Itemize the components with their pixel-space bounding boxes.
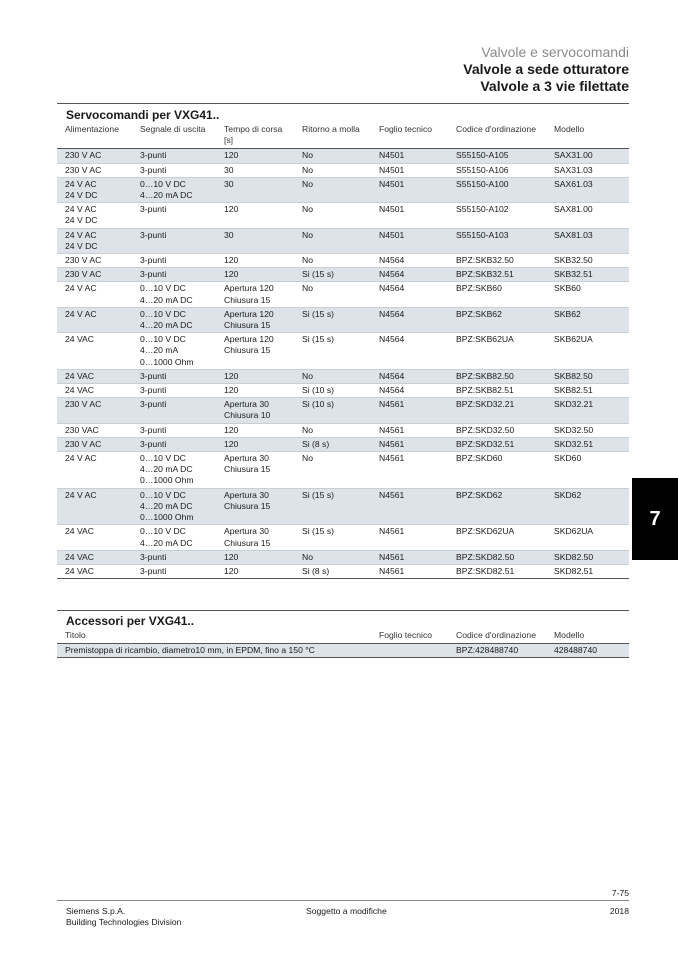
cell-model: SAX31.03 — [554, 164, 593, 175]
table-row — [57, 282, 629, 307]
cell-runtime: 30 — [224, 178, 234, 189]
cell-order-code: BPZ:SKD62UA — [456, 526, 515, 537]
cell-signal: 3-punti — [140, 551, 167, 562]
actuators-table — [57, 122, 629, 579]
header-chapter: Valvole e servocomandi — [481, 44, 629, 60]
cell-signal: 0…10 V DC 4…20 mA DC 0…1000 Ohm — [140, 489, 194, 523]
cell-order-code: BPZ:SKD60 — [456, 453, 503, 464]
cell-model: SKD32.50 — [554, 424, 594, 435]
cell-order-code: BPZ:SKD32.51 — [456, 438, 515, 449]
cell-order-code: BPZ:SKD62 — [456, 489, 503, 500]
cell-order-code: BPZ:SKD32.50 — [456, 424, 515, 435]
column-header-model: Modello — [554, 630, 585, 640]
table-row — [57, 384, 629, 398]
table-row — [57, 307, 629, 332]
cell-supply: 230 V AC — [65, 438, 102, 449]
cell-runtime: 120 — [224, 385, 239, 396]
cell-datasheet: N4564 — [379, 370, 405, 381]
cell-spring-return: Si (10 s) — [302, 399, 334, 410]
column-header-order-code: Codice d'ordinazione — [456, 124, 536, 134]
footer-company-block — [66, 906, 181, 927]
cell-signal: 3-punti — [140, 424, 167, 435]
cell-spring-return: No — [302, 164, 313, 175]
table-row — [57, 177, 629, 202]
cell-datasheet: N4564 — [379, 334, 405, 345]
cell-order-code: BPZ:SKB60 — [456, 283, 502, 294]
cell-model: SKB32.50 — [554, 255, 593, 266]
cell-runtime: 120 — [224, 424, 239, 435]
table-row — [57, 228, 629, 253]
cell-signal: 0…10 V DC 4…20 mA DC — [140, 178, 193, 201]
cell-model: SAX81.03 — [554, 229, 593, 240]
cell-model: SKD62 — [554, 489, 582, 500]
cell-supply: 24 VAC — [65, 526, 94, 537]
cell-runtime: 120 — [224, 370, 239, 381]
footer-division: Building Technologies Division — [66, 916, 182, 927]
table-row — [57, 203, 629, 228]
cell-runtime: Apertura 30 Chiusura 15 — [224, 453, 271, 475]
cell-signal: 3-punti — [140, 229, 167, 240]
cell-order-code: BPZ:SKD82.51 — [456, 565, 515, 576]
cell-datasheet: N4561 — [379, 526, 405, 537]
cell-supply: 24 V AC — [65, 283, 97, 294]
cell-order-code: BPZ:SKB82.51 — [456, 385, 514, 396]
cell-model: SKB82.51 — [554, 385, 593, 396]
cell-supply: 24 V AC — [65, 308, 97, 319]
table-row — [57, 564, 629, 578]
cell-model: SAX61.03 — [554, 178, 593, 189]
cell-runtime: 120 — [224, 551, 239, 562]
cell-model: SAX81.00 — [554, 204, 593, 215]
cell-model: SKB32.51 — [554, 269, 593, 280]
cell-model: SKD82.51 — [554, 565, 594, 576]
cell-datasheet: N4561 — [379, 438, 405, 449]
cell-supply: 230 V AC — [65, 399, 102, 410]
section2-title: Accessori per VXG41.. — [66, 614, 195, 628]
table-header-row — [57, 628, 629, 644]
cell-supply: 24 VAC — [65, 565, 94, 576]
cell-spring-return: No — [302, 551, 313, 562]
column-header-runtime: Tempo di corsa [s] — [224, 124, 283, 146]
cell-model: SKB60 — [554, 283, 581, 294]
cell-order-code: BPZ:SKB32.51 — [456, 269, 514, 280]
table-row — [57, 488, 629, 525]
cell-order-code: BPZ:SKB62UA — [456, 334, 514, 345]
cell-datasheet: N4564 — [379, 269, 405, 280]
cell-order-code: S55150-A100 — [456, 178, 509, 189]
cell-datasheet: N4561 — [379, 424, 405, 435]
cell-runtime: 120 — [224, 269, 239, 280]
cell-spring-return: No — [302, 229, 313, 240]
table-row — [57, 452, 629, 489]
header-section: Valvole a sede otturatore — [463, 61, 629, 77]
cell-order-code: BPZ:428488740 — [456, 645, 519, 656]
header-subsection: Valvole a 3 vie filettate — [480, 78, 629, 94]
cell-datasheet: N4561 — [379, 565, 405, 576]
page-number: 7-75 — [611, 888, 629, 898]
cell-signal: 0…10 V DC 4…20 mA DC — [140, 526, 193, 548]
cell-spring-return: No — [302, 178, 313, 189]
cell-supply: 24 V AC 24 V DC — [65, 178, 98, 201]
cell-order-code: BPZ:SKD82.50 — [456, 551, 515, 562]
cell-spring-return: Si (8 s) — [302, 565, 330, 576]
cell-signal: 3-punti — [140, 204, 167, 215]
cell-datasheet: N4561 — [379, 453, 405, 464]
cell-datasheet: N4564 — [379, 308, 405, 319]
cell-datasheet — [371, 644, 448, 658]
cell-runtime: 120 — [224, 565, 239, 576]
cell-signal: 3-punti — [140, 269, 167, 280]
footer-company: Siemens S.p.A. — [66, 906, 126, 916]
table-header-row — [57, 122, 629, 149]
cell-order-code: BPZ:SKB32.50 — [456, 255, 514, 266]
chapter-tab: 7 — [632, 478, 678, 560]
cell-datasheet: N4561 — [379, 399, 405, 410]
cell-supply: 24 VAC — [65, 334, 94, 345]
cell-runtime: Apertura 120 Chiusura 15 — [224, 283, 274, 305]
cell-order-code: S55150-A106 — [456, 164, 509, 175]
footer-rule — [57, 900, 629, 901]
cell-model: SKD60 — [554, 453, 582, 464]
cell-runtime: 120 — [224, 150, 239, 161]
cell-spring-return: No — [302, 255, 313, 266]
cell-model: SKD32.21 — [554, 399, 594, 410]
cell-datasheet: N4561 — [379, 489, 405, 500]
cell-runtime: 30 — [224, 229, 234, 240]
cell-datasheet: N4564 — [379, 255, 405, 266]
cell-order-code: BPZ:SKB62 — [456, 308, 502, 319]
cell-datasheet: N4564 — [379, 283, 405, 294]
cell-supply: 24 V AC 24 V DC — [65, 229, 98, 251]
cell-model: 428488740 — [554, 645, 598, 656]
cell-model: SKD82.50 — [554, 551, 594, 562]
cell-model: SKB62 — [554, 308, 581, 319]
cell-supply: 230 V AC — [65, 255, 102, 266]
table-row — [57, 525, 629, 550]
cell-supply: 24 V AC 24 V DC — [65, 204, 98, 226]
column-header-spring-return: Ritorno a molla — [302, 124, 360, 134]
table-row — [57, 254, 629, 268]
cell-supply: 24 VAC — [65, 370, 94, 381]
cell-supply: 230 V AC — [65, 150, 102, 161]
cell-spring-return: No — [302, 424, 313, 435]
footer-year: 2018 — [609, 906, 629, 916]
accessories-table — [57, 628, 629, 658]
cell-runtime: 120 — [224, 255, 239, 266]
cell-spring-return: No — [302, 204, 313, 215]
cell-title: Premistoppa di ricambio, diametro10 mm, in EPDM, fino a 150 °C — [65, 645, 315, 656]
cell-datasheet: N4561 — [379, 551, 405, 562]
table-row — [57, 369, 629, 383]
table-row — [57, 149, 629, 163]
cell-spring-return: Si (15 s) — [302, 526, 334, 537]
cell-runtime: 120 — [224, 438, 239, 449]
cell-model: SKB82.50 — [554, 370, 593, 381]
cell-signal: 0…10 V DC 4…20 mA 0…1000 Ohm — [140, 334, 194, 367]
cell-supply: 24 VAC — [65, 385, 94, 396]
cell-runtime: Apertura 30 Chiusura 10 — [224, 399, 271, 421]
cell-datasheet: N4501 — [379, 204, 405, 215]
cell-spring-return: No — [302, 150, 313, 161]
cell-spring-return: Si (15 s) — [302, 334, 334, 345]
cell-runtime: Apertura 30 Chiusura 15 — [224, 489, 271, 511]
cell-spring-return: No — [302, 283, 313, 294]
section2-top-rule — [57, 610, 629, 611]
cell-supply: 230 VAC — [65, 424, 99, 435]
cell-datasheet: N4501 — [379, 178, 405, 189]
cell-signal: 3-punti — [140, 150, 167, 161]
cell-model: SKB62UA — [554, 334, 593, 345]
column-header-datasheet: Foglio tecnico — [379, 124, 433, 134]
cell-model: SAX31.00 — [554, 150, 593, 161]
cell-runtime: 30 — [224, 164, 234, 175]
cell-spring-return: Si (15 s) — [302, 308, 334, 319]
column-header-datasheet: Foglio tecnico — [379, 630, 433, 640]
cell-spring-return: Si (15 s) — [302, 489, 334, 500]
cell-datasheet: N4501 — [379, 150, 405, 161]
cell-datasheet: N4501 — [379, 164, 405, 175]
cell-spring-return: No — [302, 453, 313, 464]
column-header-model: Modello — [554, 124, 585, 134]
page-header — [463, 44, 629, 95]
cell-spring-return: Si (10 s) — [302, 385, 334, 396]
column-header-order-code: Codice d'ordinazione — [456, 630, 536, 640]
cell-spring-return: Si (15 s) — [302, 269, 334, 280]
cell-signal: 3-punti — [140, 438, 167, 449]
cell-spring-return: No — [302, 370, 313, 381]
cell-datasheet: N4564 — [379, 385, 405, 396]
cell-signal: 3-punti — [140, 255, 167, 266]
cell-runtime: Apertura 120 Chiusura 15 — [224, 308, 274, 331]
section1-title: Servocomandi per VXG41.. — [66, 108, 220, 122]
cell-signal: 3-punti — [140, 164, 167, 175]
cell-runtime: Apertura 120 Chiusura 15 — [224, 334, 274, 356]
cell-supply: 24 V AC — [65, 489, 97, 500]
table-row — [57, 644, 629, 658]
cell-supply: 230 V AC — [65, 164, 102, 175]
cell-runtime: Apertura 30 Chiusura 15 — [224, 526, 271, 548]
column-header-signal: Segnale di uscita — [140, 124, 206, 134]
cell-order-code: BPZ:SKD32.21 — [456, 399, 515, 410]
cell-order-code: S55150-A103 — [456, 229, 509, 240]
column-header-title: Titolo — [65, 630, 86, 640]
cell-supply: 24 V AC — [65, 453, 97, 464]
table-row — [57, 163, 629, 177]
footer-note: Soggetto a modifiche — [306, 906, 387, 916]
cell-order-code: S55150-A102 — [456, 204, 509, 215]
cell-signal: 0…10 V DC 4…20 mA DC — [140, 308, 193, 331]
table-row — [57, 423, 629, 437]
cell-signal: 3-punti — [140, 385, 167, 396]
cell-supply: 24 VAC — [65, 551, 94, 562]
cell-runtime: 120 — [224, 204, 239, 215]
cell-order-code: BPZ:SKB82.50 — [456, 370, 514, 381]
cell-signal: 3-punti — [140, 399, 167, 410]
table-row — [57, 268, 629, 282]
cell-signal: 0…10 V DC 4…20 mA DC 0…1000 Ohm — [140, 453, 194, 486]
cell-order-code: S55150-A105 — [456, 150, 509, 161]
cell-model: SKD32.51 — [554, 438, 594, 449]
cell-model: SKD62UA — [554, 526, 594, 537]
cell-supply: 230 V AC — [65, 269, 102, 280]
cell-signal: 3-punti — [140, 370, 167, 381]
cell-spring-return: Si (8 s) — [302, 438, 330, 449]
table-row — [57, 437, 629, 451]
table-row — [57, 550, 629, 564]
cell-signal: 3-punti — [140, 565, 167, 576]
table-row — [57, 333, 629, 370]
cell-signal: 0…10 V DC 4…20 mA DC — [140, 283, 193, 305]
cell-datasheet: N4501 — [379, 229, 405, 240]
table-row — [57, 398, 629, 423]
section1-top-rule — [57, 103, 629, 104]
column-header-supply: Alimentazione — [65, 124, 119, 134]
